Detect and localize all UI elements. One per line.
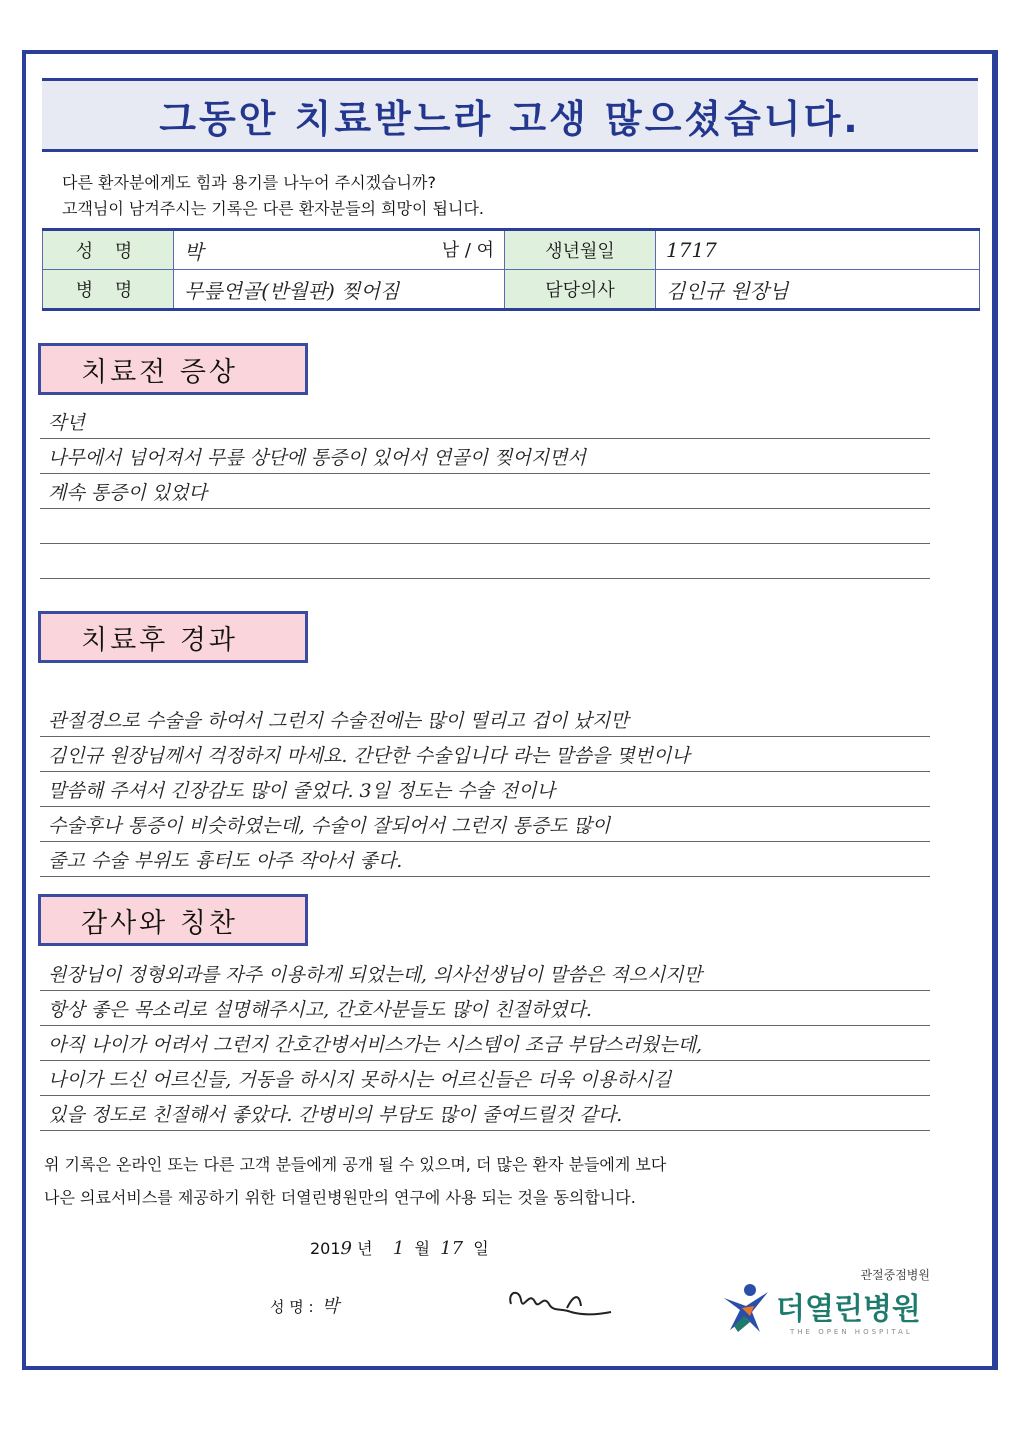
intro-line-1: 다른 환자분에게도 힘과 용기를 나누어 주시겠습니까? bbox=[62, 173, 436, 192]
month-handwritten: 1 bbox=[392, 1238, 405, 1259]
date-line bbox=[310, 1236, 489, 1259]
year-prefix: 201 bbox=[310, 1239, 341, 1258]
written-line: 원장님이 정형외과를 자주 이용하게 되었는데, 의사선생님이 말씀은 적으시지만 bbox=[40, 956, 930, 991]
patient-info-table bbox=[42, 228, 980, 311]
section-before-lines bbox=[40, 408, 930, 579]
intro-line-2: 고객님이 남겨주시는 기록은 다른 환자분들의 희망이 됩니다. bbox=[62, 199, 485, 218]
written-line: 계속 통증이 있었다 bbox=[40, 474, 930, 509]
written-line: 나무에서 넘어져서 무릎 상단에 통증이 있어서 연골이 찢어지면서 bbox=[40, 439, 930, 474]
gender-label: 남 / 여 bbox=[441, 239, 494, 261]
name-value: 박 bbox=[184, 239, 204, 264]
birth-label: 생년월일 bbox=[505, 230, 656, 270]
written-line: 아직 나이가 어려서 그런지 간호간병서비스가는 시스템이 조금 부담스러웠는데, bbox=[40, 1026, 930, 1061]
written-line: 작년 bbox=[40, 408, 930, 439]
disease-value: 무릎연골(반월판) 찢어짐 bbox=[184, 278, 400, 303]
logo-english: THE OPEN HOSPITAL bbox=[790, 1328, 913, 1336]
written-line: 관절경으로 수술을 하여서 그런지 수술전에는 많이 떨리고 겁이 났지만 bbox=[40, 702, 930, 737]
month-label: 월 bbox=[414, 1239, 430, 1258]
written-line bbox=[40, 544, 930, 579]
section-thanks-heading: 감사와 칭찬 bbox=[38, 894, 308, 946]
written-line: 나이가 드신 어르신들, 거동을 하시지 못하시는 어르신들은 더욱 이용하시길 bbox=[40, 1061, 930, 1096]
hospital-logo bbox=[720, 1266, 950, 1346]
doctor-value: 김인규 원장님 bbox=[666, 278, 789, 303]
name-cell bbox=[174, 230, 505, 270]
doctor-label: 담당의사 bbox=[505, 270, 656, 310]
year-handwritten: 9 bbox=[340, 1238, 352, 1259]
logo-figure-icon bbox=[720, 1282, 774, 1336]
written-line: 수술후나 통증이 비슷하였는데, 수술이 잘되어서 그런지 통증도 많이 bbox=[40, 807, 930, 842]
day-handwritten: 17 bbox=[440, 1238, 464, 1259]
written-line: 말씀해 주셔서 긴장감도 많이 줄었다. 3일 정도는 수술 전이나 bbox=[40, 772, 930, 807]
signer-line bbox=[270, 1292, 339, 1318]
written-line: 있을 정도로 친절해서 좋았다. 간병비의 부담도 많이 줄여드릴것 같다. bbox=[40, 1096, 930, 1131]
logo-name: 더열린병원 bbox=[776, 1292, 921, 1327]
intro-text bbox=[62, 170, 484, 222]
birth-value: 1717 bbox=[666, 238, 717, 262]
signer-label: 성 명 : bbox=[270, 1298, 314, 1316]
written-line bbox=[40, 509, 930, 544]
page-title: 그동안 치료받느라 고생 많으셨습니다. bbox=[159, 96, 861, 141]
doctor-cell bbox=[656, 270, 980, 310]
section-after-heading: 치료후 경과 bbox=[38, 611, 308, 663]
name-label: 성 명 bbox=[43, 230, 174, 270]
written-line: 줄고 수술 부위도 흉터도 아주 작아서 좋다. bbox=[40, 842, 930, 877]
signature-scribble bbox=[505, 1282, 615, 1322]
birth-cell bbox=[656, 230, 980, 270]
section-before-heading: 치료전 증상 bbox=[38, 343, 308, 395]
disease-cell bbox=[174, 270, 505, 310]
year-label: 년 bbox=[357, 1239, 373, 1258]
section-thanks-lines bbox=[40, 956, 930, 1131]
signer-name: 박 bbox=[321, 1296, 339, 1317]
disease-label: 병 명 bbox=[43, 270, 174, 310]
consent-text bbox=[44, 1148, 666, 1214]
title-band bbox=[42, 78, 978, 152]
consent-line-1: 위 기록은 온라인 또는 다른 고객 분들에게 공개 될 수 있으며, 더 많은 환자 분들에게 보다 bbox=[44, 1155, 667, 1174]
logo-subtitle: 관절중점병원 bbox=[860, 1268, 930, 1282]
written-line: 김인규 원장님께서 걱정하지 마세요. 간단한 수술입니다 라는 말씀을 몇번이나 bbox=[40, 737, 930, 772]
written-line: 항상 좋은 목소리로 설명해주시고, 간호사분들도 많이 친절하였다. bbox=[40, 991, 930, 1026]
day-label: 일 bbox=[473, 1239, 489, 1258]
section-after-lines bbox=[40, 702, 930, 877]
consent-line-2: 나은 의료서비스를 제공하기 위한 더열린병원만의 연구에 사용 되는 것을 동의합니다. bbox=[44, 1188, 636, 1207]
